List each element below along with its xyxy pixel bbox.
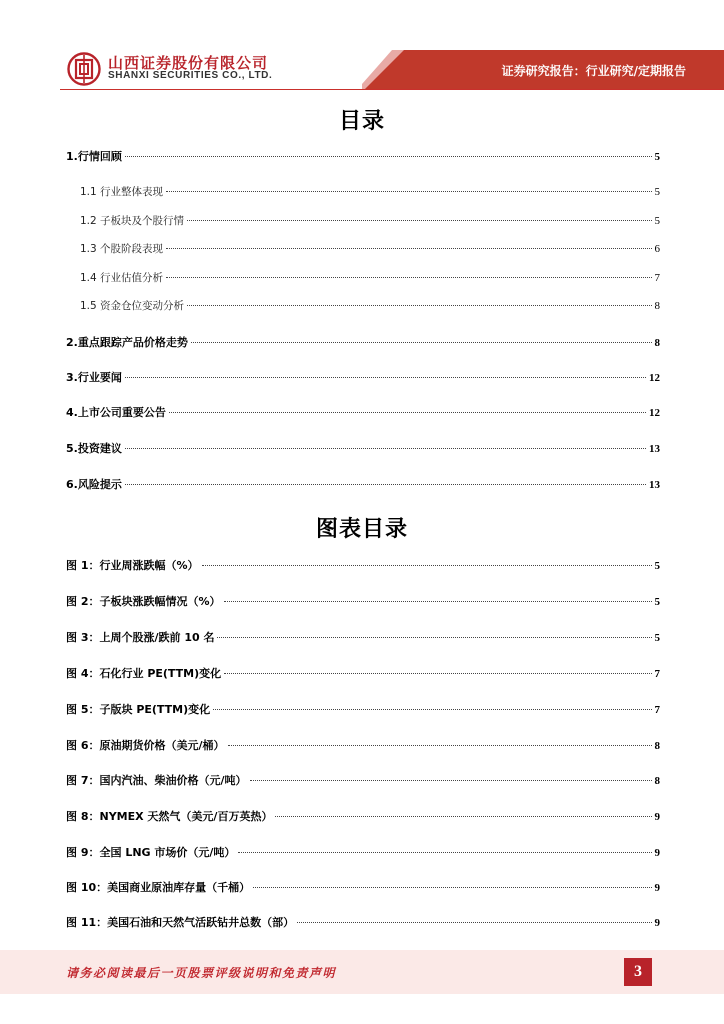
- leader-dots: [166, 277, 651, 278]
- leader-dots: [228, 745, 652, 746]
- toc-entry[interactable]: [80, 185, 660, 199]
- toc-entry[interactable]: [80, 242, 660, 256]
- leader-dots: [217, 637, 651, 638]
- toc-entry-label: 3.行业要闻: [66, 371, 122, 384]
- figure-entry-label: 图 5：子版块 PE(TTM)变化: [66, 703, 211, 716]
- figure-entry[interactable]: [66, 846, 660, 860]
- company-logo-icon: [67, 52, 101, 86]
- disclaimer-notice: 请务必阅读最后一页股票评级说明和免责声明: [66, 966, 337, 980]
- header-divider: [60, 89, 724, 90]
- figure-entry-label: 图 6：原油期货价格（美元/桶）: [66, 739, 225, 752]
- figure-entry-page: 7: [654, 668, 660, 680]
- figure-entry-page: 8: [654, 775, 660, 787]
- figure-entry-page: 9: [654, 811, 660, 823]
- figure-entry-page: 5: [654, 560, 660, 572]
- toc-entry-page: 5: [654, 151, 660, 163]
- figure-entry-label: 图 8：NYMEX 天然气（美元/百万英热）: [66, 810, 273, 823]
- toc-entry[interactable]: [66, 336, 660, 350]
- figure-entry-label: 图 1：行业周涨跌幅（%）: [66, 559, 199, 572]
- figure-entry[interactable]: [66, 595, 660, 609]
- toc-entry-label: 4.上市公司重要公告: [66, 406, 166, 419]
- toc-entry-label: 1.3 个股阶段表现: [80, 243, 164, 255]
- company-name-en: SHANXI SECURITIES CO., LTD.: [108, 70, 273, 81]
- toc-entry-label: 1.4 行业估值分析: [80, 272, 164, 284]
- toc-entry-page: 13: [649, 479, 660, 491]
- leader-dots: [275, 816, 651, 817]
- toc-entry-page: 13: [649, 443, 660, 455]
- figure-entry-page: 9: [654, 847, 660, 859]
- toc-entry-page: 5: [654, 186, 660, 198]
- toc-entry-page: 12: [649, 372, 660, 384]
- toc-entry[interactable]: [80, 214, 660, 228]
- leader-dots: [250, 780, 652, 781]
- figure-entry-label: 图 2：子板块涨跌幅情况（%）: [66, 595, 221, 608]
- leader-dots: [169, 412, 646, 413]
- figure-entry-label: 图 7：国内汽油、柴油价格（元/吨）: [66, 774, 247, 787]
- figure-entry[interactable]: [66, 774, 660, 788]
- page-header: [0, 0, 724, 96]
- figure-entry[interactable]: [66, 559, 660, 573]
- figure-entry-page: 5: [654, 596, 660, 608]
- leader-dots: [125, 156, 652, 157]
- leader-dots: [238, 852, 651, 853]
- figure-entry[interactable]: [66, 739, 660, 753]
- leader-dots: [166, 191, 651, 192]
- figure-entry-label: 图 3：上周个股涨/跌前 10 名: [66, 631, 215, 644]
- toc-title: 目录: [338, 109, 385, 134]
- toc-entry[interactable]: [66, 406, 660, 420]
- toc-entry-label: 1.5 资金仓位变动分析: [80, 300, 185, 312]
- toc-entry[interactable]: [80, 271, 660, 285]
- toc-entry[interactable]: [80, 299, 660, 313]
- company-name-cn: 山西证券股份有限公司: [108, 54, 269, 72]
- toc-entry[interactable]: [66, 371, 660, 385]
- figure-entry-label: 图 10：美国商业原油库存量（千桶）: [66, 881, 251, 894]
- figure-entry-page: 5: [654, 632, 660, 644]
- leader-dots: [224, 601, 652, 602]
- toc-entry[interactable]: [66, 150, 660, 164]
- toc-entry-label: 1.1 行业整体表现: [80, 186, 164, 198]
- figure-entry-label: 图 11：美国石油和天然气活跃钻井总数（部）: [66, 916, 295, 929]
- leader-dots: [125, 484, 646, 485]
- leader-dots: [187, 220, 651, 221]
- page-number: 3: [624, 958, 652, 986]
- figures-title: 图表目录: [315, 517, 408, 542]
- toc-entry-page: 12: [649, 407, 660, 419]
- figure-entry[interactable]: [66, 667, 660, 681]
- leader-dots: [213, 709, 651, 710]
- toc-entry-label: 2.重点跟踪产品价格走势: [66, 336, 188, 349]
- figure-entry-page: 7: [654, 704, 660, 716]
- toc-entry-page: 6: [654, 243, 660, 255]
- figure-entry[interactable]: [66, 631, 660, 645]
- toc-entry-page: 5: [654, 215, 660, 227]
- figure-entry-page: 9: [654, 917, 660, 929]
- toc-entry-label: 1.2 子板块及个股行情: [80, 215, 185, 227]
- leader-dots: [297, 922, 651, 923]
- report-type-label: 证券研究报告：行业研究/定期报告: [501, 64, 686, 78]
- toc-entry-page: 7: [654, 272, 660, 284]
- leader-dots: [224, 673, 651, 674]
- toc-entry-page: 8: [654, 337, 660, 349]
- figure-entry-label: 图 9：全国 LNG 市场价（元/吨）: [66, 846, 236, 859]
- figure-entry[interactable]: [66, 810, 660, 824]
- figure-entry-page: 8: [654, 740, 660, 752]
- leader-dots: [202, 565, 652, 566]
- figure-entry[interactable]: [66, 881, 660, 895]
- leader-dots: [166, 248, 651, 249]
- toc-entry-label: 5.投资建议: [66, 442, 122, 455]
- figure-entry-label: 图 4：石化行业 PE(TTM)变化: [66, 667, 222, 680]
- toc-entry[interactable]: [66, 442, 660, 456]
- figure-entry-page: 9: [654, 882, 660, 894]
- toc-entry-page: 8: [654, 300, 660, 312]
- leader-dots: [191, 342, 652, 343]
- leader-dots: [125, 377, 646, 378]
- leader-dots: [253, 887, 651, 888]
- toc-entry-label: 1.行情回顾: [66, 150, 122, 163]
- toc-entry[interactable]: [66, 478, 660, 492]
- figure-entry[interactable]: [66, 703, 660, 717]
- figure-entry[interactable]: [66, 916, 660, 930]
- leader-dots: [125, 448, 646, 449]
- toc-entry-label: 6.风险提示: [66, 478, 122, 491]
- leader-dots: [187, 305, 651, 306]
